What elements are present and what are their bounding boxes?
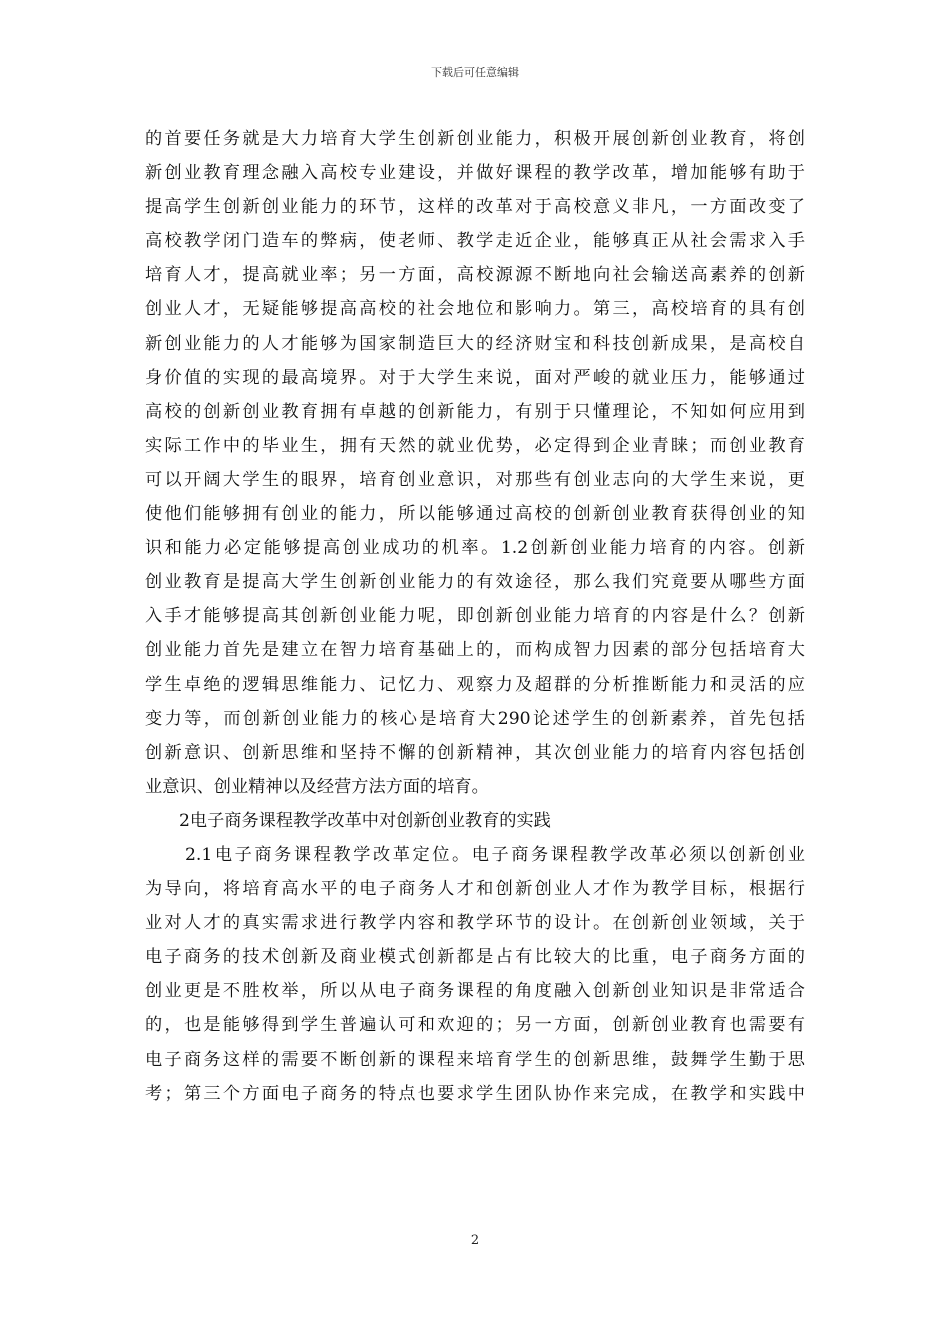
paragraph-1 — [145, 122, 805, 804]
text-line: 创业更是不胜枚举，所以从电子商务课程的角度融入创新创业知识是非常适合 — [145, 981, 805, 1002]
text-line: 识和能力必定能够提高创业成功的机率。1.2创新创业能力培育的内容。创新 — [145, 538, 805, 559]
text-line: 实际工作中的毕业生，拥有天然的就业优势，必定得到企业青睐；而创业教育 — [145, 435, 805, 456]
text-line: 的首要任务就是大力培育大学生创新创业能力，积极开展创新创业教育，将创 — [145, 129, 805, 149]
section-heading: 2电子商务课程教学改革中对创新创业教育的实践 — [179, 810, 551, 831]
text-line: 创业人才，无疑能够提高高校的社会地位和影响力。第三，高校培育的具有创 — [145, 299, 805, 320]
paragraph-2 — [145, 838, 805, 1111]
text-line: 电子商务这样的需要不断创新的课程来培育学生的创新思维，鼓舞学生勤于思 — [145, 1049, 805, 1070]
text-line: 可以开阔大学生的眼界，培育创业意识，对那些有创业志向的大学生来说，更 — [145, 469, 805, 490]
text-line: 高校教学闭门造车的弊病，使老师、教学走近企业，能够真正从社会需求入手 — [145, 231, 805, 252]
text-line: 创业教育是提高大学生创新创业能力的有效途径，那么我们究竟要从哪些方面 — [145, 572, 805, 593]
text-line: 使他们能够拥有创业的能力，所以能够通过高校的创新创业教育获得创业的知 — [145, 504, 805, 525]
text-line: 提高学生创新创业能力的环节，这样的改革对于高校意义非凡，一方面改变了 — [145, 197, 805, 218]
text-line: 创业能力首先是建立在智力培育基础上的，而构成智力因素的部分包括培育大 — [145, 640, 805, 661]
text-line: 新创业教育理念融入高校专业建设，并做好课程的教学改革，增加能够有助于 — [145, 163, 805, 184]
document-body — [145, 122, 805, 1111]
text-line: 考；第三个方面电子商务的特点也要求学生团队协作来完成，在教学和实践中 — [145, 1083, 805, 1104]
text-line: 业意识、创业精神以及经营方法方面的培育。 — [145, 776, 489, 797]
text-line: 的，也是能够得到学生普遍认可和欢迎的；另一方面，创新创业教育也需要有 — [145, 1015, 805, 1036]
text-line: 2.1电子商务课程教学改革定位。电子商务课程教学改革必须以创新创业 — [185, 844, 805, 865]
page-number: 2 — [470, 1233, 480, 1248]
text-line: 培育人才，提高就业率；另一方面，高校源源不断地向社会输送高素养的创新 — [145, 265, 805, 286]
text-line: 学生卓绝的逻辑思维能力、记忆力、观察力及超群的分析推断能力和灵活的应 — [145, 674, 805, 695]
text-line: 身价值的实现的最高境界。对于大学生来说，面对严峻的就业压力，能够通过 — [145, 367, 805, 388]
page-header: 下载后可任意编辑 — [431, 66, 519, 79]
text-line: 新创业能力的人才能够为国家制造巨大的经济财宝和科技创新成果，是高校自 — [145, 333, 805, 354]
text-line: 电子商务的技术创新及商业模式创新都是占有比较大的比重，电子商务方面的 — [145, 947, 805, 968]
text-line: 入手才能够提高其创新创业能力呢，即创新创业能力培育的内容是什么？创新 — [145, 606, 805, 627]
text-line: 创新意识、创新思维和坚持不懈的创新精神，其次创业能力的培育内容包括创 — [145, 742, 805, 763]
text-line: 高校的创新创业教育拥有卓越的创新能力，有别于只懂理论，不知如何应用到 — [145, 401, 805, 422]
text-line: 变力等，而创新创业能力的核心是培育大290论述学生的创新素养，首先包括 — [145, 708, 805, 729]
text-line: 业对人才的真实需求进行教学内容和教学环节的设计。在创新创业领域，关于 — [145, 913, 805, 934]
text-line: 为导向，将培育高水平的电子商务人才和创新创业人才作为教学目标，根据行 — [145, 879, 805, 900]
